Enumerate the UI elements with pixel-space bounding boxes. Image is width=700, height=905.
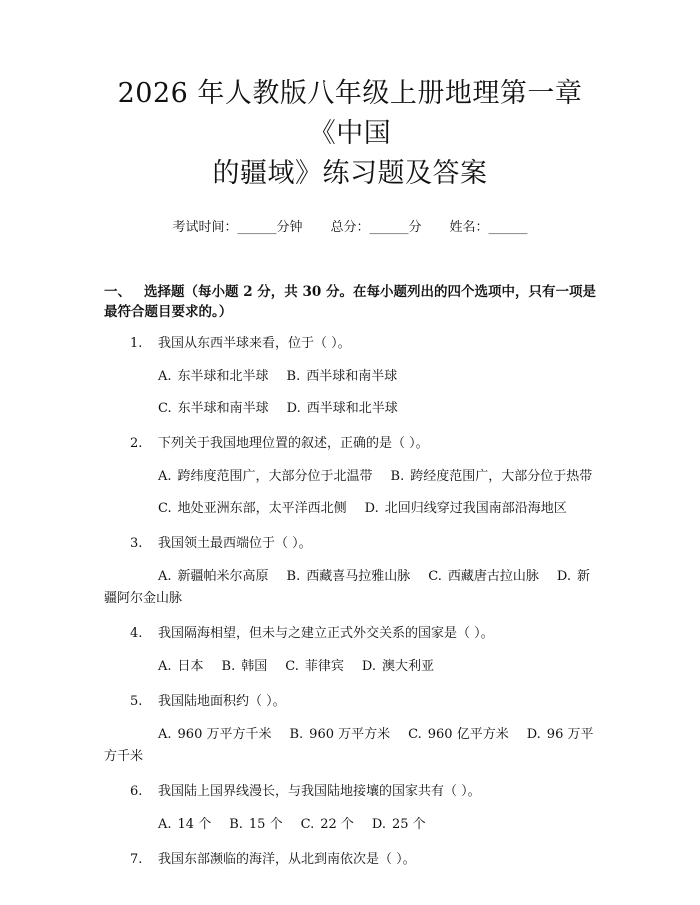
option-text: 960 亿平方米 xyxy=(427,727,509,742)
question-number: 2. xyxy=(130,436,143,451)
question-item xyxy=(104,534,596,610)
option-text: 北回归线穿过我国南部沿海地区 xyxy=(384,501,567,516)
answer-option xyxy=(158,501,347,516)
question-stem xyxy=(104,534,596,554)
option-letter: B. xyxy=(390,469,405,484)
question-item xyxy=(104,850,596,870)
question-item xyxy=(104,782,596,836)
option-text: 96 万平方千米 xyxy=(104,727,594,764)
option-text: 澳大利亚 xyxy=(381,659,434,674)
answer-option xyxy=(285,659,344,674)
option-row xyxy=(104,466,596,488)
option-text: 15 个 xyxy=(248,817,283,832)
answer-option xyxy=(158,569,269,584)
option-letter: D. xyxy=(371,817,386,832)
option-row xyxy=(104,498,596,520)
question-text: 我国领土最西端位于（ ）。 xyxy=(158,536,312,551)
option-text: 960 万平方千米 xyxy=(177,727,272,742)
option-row xyxy=(104,656,596,678)
option-letter: D. xyxy=(556,569,571,584)
option-letter: D. xyxy=(286,401,301,416)
title-line-1: 2026 年人教版八年级上册地理第一章《中国 xyxy=(117,78,583,149)
question-stem xyxy=(104,782,596,802)
answer-option xyxy=(287,569,411,584)
option-letter: A. xyxy=(158,469,172,484)
question-item xyxy=(104,334,596,420)
question-number: 1. xyxy=(130,336,143,351)
question-number: 4. xyxy=(130,626,143,641)
option-text: 东半球和北半球 xyxy=(177,369,269,384)
answer-option xyxy=(362,659,434,674)
question-item xyxy=(104,434,596,520)
question-number: 7. xyxy=(130,852,143,867)
question-stem xyxy=(104,624,596,644)
option-letter: A. xyxy=(158,817,172,832)
answer-option xyxy=(287,369,398,384)
question-text: 我国隔海相望，但未与之建立正式外交关系的国家是（ ）。 xyxy=(158,626,494,641)
question-number: 5. xyxy=(130,694,143,709)
option-letter: C. xyxy=(300,817,315,832)
option-letter: B. xyxy=(229,817,243,832)
option-row xyxy=(104,566,596,610)
document-title xyxy=(104,74,596,194)
answer-option xyxy=(391,469,593,484)
option-text: 菲律宾 xyxy=(304,659,344,674)
option-text: 22 个 xyxy=(320,817,354,832)
section-heading xyxy=(104,282,596,322)
answer-option xyxy=(287,401,398,416)
question-text: 我国从东西半球来看，位于（ ）。 xyxy=(158,336,351,351)
section-heading-line-2: 最符合题目要求的。） xyxy=(104,304,233,320)
section-number: 一、 xyxy=(104,284,131,300)
answer-option xyxy=(158,817,211,832)
option-text: 新疆阿尔金山脉 xyxy=(104,569,590,606)
option-letter: A. xyxy=(158,727,172,742)
option-letter: C. xyxy=(285,659,299,674)
answer-option xyxy=(408,727,509,742)
option-letter: D. xyxy=(361,659,376,674)
question-stem xyxy=(104,434,596,454)
option-text: 地处亚洲东部，太平洋西北侧 xyxy=(177,501,347,516)
answer-option xyxy=(158,369,269,384)
exam-time-field: 考试时间：______分钟 xyxy=(172,220,303,235)
option-text: 25 个 xyxy=(392,817,426,832)
question-stem xyxy=(104,334,596,354)
option-text: 东半球和南半球 xyxy=(177,401,269,416)
option-letter: A. xyxy=(158,569,172,584)
option-letter: C. xyxy=(158,501,172,516)
answer-option xyxy=(158,727,271,742)
option-row xyxy=(104,814,596,836)
exam-info xyxy=(104,218,596,238)
answer-option xyxy=(229,817,282,832)
answer-option xyxy=(289,727,390,742)
answer-option xyxy=(428,569,539,584)
option-row xyxy=(104,398,596,420)
question-number: 6. xyxy=(130,784,143,799)
option-letter: B. xyxy=(289,727,304,742)
option-text: 西藏喜马拉雅山脉 xyxy=(306,569,411,584)
option-letter: C. xyxy=(158,401,172,416)
option-text: 跨经度范围广，大部分位于热带 xyxy=(410,469,593,484)
option-text: 西半球和北半球 xyxy=(306,401,398,416)
option-letter: B. xyxy=(286,569,301,584)
option-text: 日本 xyxy=(177,659,204,674)
option-text: 960 万平方米 xyxy=(309,727,391,742)
answer-option xyxy=(301,817,354,832)
option-row xyxy=(104,724,596,768)
option-letter: A. xyxy=(158,369,172,384)
option-text: 14 个 xyxy=(177,817,212,832)
option-letter: D. xyxy=(526,727,541,742)
question-list xyxy=(104,334,596,870)
answer-option xyxy=(158,659,204,674)
question-stem xyxy=(104,850,596,870)
option-letter: B. xyxy=(221,659,236,674)
option-letter: A. xyxy=(158,659,172,674)
option-letter: D. xyxy=(364,501,379,516)
question-number: 3. xyxy=(130,536,143,551)
answer-option xyxy=(372,817,426,832)
option-text: 西藏唐古拉山脉 xyxy=(447,569,539,584)
total-score-field: 总分：______分 xyxy=(330,220,422,235)
option-text: 跨纬度范围广，大部分位于北温带 xyxy=(177,469,373,484)
question-stem xyxy=(104,692,596,712)
question-text: 我国陆地面积约（ ）。 xyxy=(158,694,286,709)
option-letter: B. xyxy=(286,369,301,384)
answer-option xyxy=(158,401,269,416)
question-item xyxy=(104,624,596,678)
option-letter: C. xyxy=(408,727,422,742)
option-text: 新疆帕米尔高原 xyxy=(177,569,269,584)
question-text: 下列关于我国地理位置的叙述，正确的是（ ）。 xyxy=(158,436,429,451)
answer-option xyxy=(365,501,567,516)
option-text: 西半球和南半球 xyxy=(306,369,398,384)
question-text: 我国东部濒临的海洋，从北到南依次是（ ）。 xyxy=(158,852,416,867)
section-heading-line-1: 选择题（每小题 2 分，共 30 分。在每小题列出的四个选项中，只有一项是 xyxy=(144,284,596,300)
option-text: 韩国 xyxy=(241,659,268,674)
answer-option xyxy=(158,469,373,484)
option-letter: C. xyxy=(428,569,442,584)
title-line-2: 的疆域》练习题及答案 xyxy=(212,158,488,189)
option-row xyxy=(104,366,596,388)
answer-option xyxy=(222,659,268,674)
question-text: 我国陆上国界线漫长，与我国陆地接壤的国家共有（ ）。 xyxy=(158,784,481,799)
student-name-field: 姓名：______ xyxy=(449,220,528,235)
question-item xyxy=(104,692,596,768)
